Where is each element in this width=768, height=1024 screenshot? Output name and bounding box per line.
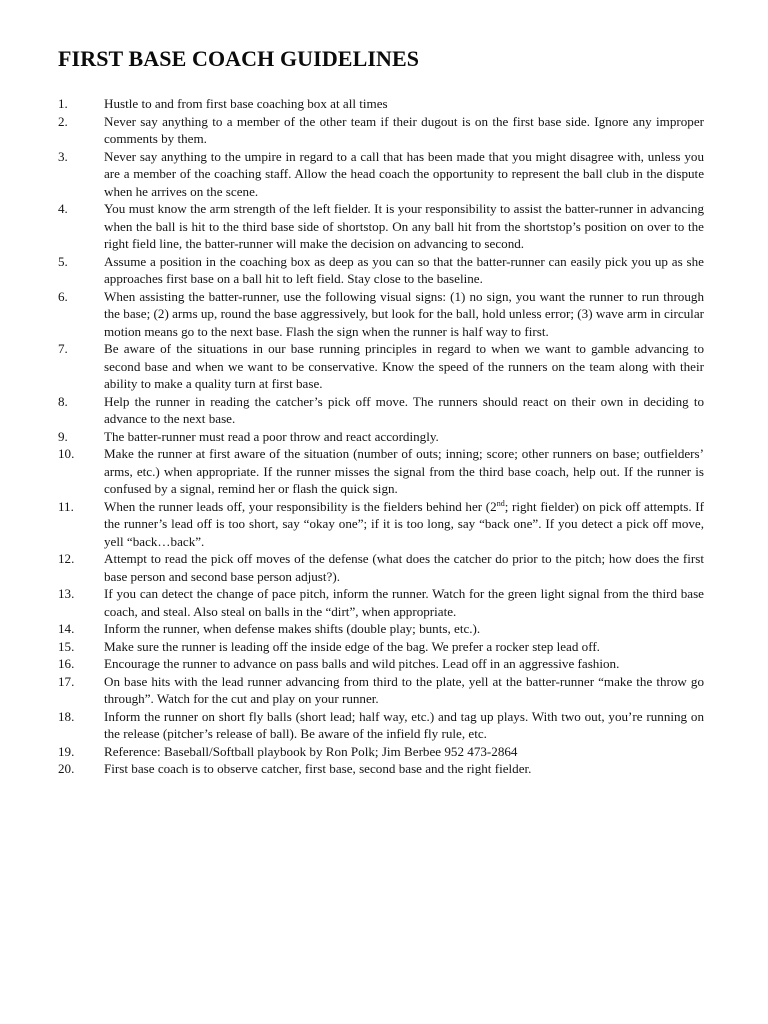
guideline-item-5 — [58, 253, 704, 288]
guideline-text: Attempt to read the pick off moves of the defense (what does the catcher do prior to the pitch; how does the first base person and second base person adjust?). — [104, 551, 704, 584]
guideline-text: Inform the runner on short fly balls (short lead; half way, etc.) and tag up plays. With two out, you’re running on the release (pitcher’s release of ball). Be aware of the infield fly rule, etc. — [104, 708, 704, 741]
guideline-number: 10. — [58, 446, 75, 461]
guideline-number: 12. — [58, 551, 75, 566]
guideline-text-before-ordinal: When the runner leads off, your responsibility is the fielders behind her (2 — [104, 498, 497, 514]
guideline-number: 13. — [58, 586, 75, 601]
guideline-text: The batter-runner must read a poor throw and react accordingly. — [104, 428, 439, 444]
document-title: FIRST BASE COACH GUIDELINES — [58, 46, 420, 71]
guideline-number: 19. — [58, 743, 75, 759]
guideline-text: Help the runner in reading the catcher’s pick off move. The runners should react on their own in deciding to advance to the next base. — [104, 393, 704, 426]
guideline-number: 17. — [58, 673, 75, 689]
guideline-item-20 — [58, 760, 704, 778]
guideline-item-6 — [58, 288, 704, 341]
guideline-item-11 — [58, 498, 704, 551]
guideline-text: If you can detect the change of pace pitch, inform the runner. Watch for the green light signal from the third base coach, and steal. Also steal on balls in the “dirt”, when appropriate. — [104, 586, 704, 619]
guideline-item-19 — [58, 743, 704, 761]
guideline-number: 15. — [58, 638, 75, 654]
guideline-text: Hustle to and from first base coaching box at all times — [104, 96, 388, 111]
guideline-item-16 — [58, 655, 704, 673]
guideline-number: 2. — [58, 113, 68, 129]
guideline-number: 7. — [58, 341, 68, 356]
guideline-item-14 — [58, 620, 704, 638]
guideline-number: 20. — [58, 761, 75, 776]
guideline-number: 4. — [58, 201, 68, 216]
guideline-text — [104, 498, 704, 551]
guideline-item-1 — [58, 95, 704, 113]
guideline-text: First base coach is to observe catcher, first base, second base and the right fielder. — [104, 761, 532, 776]
guideline-item-4 — [58, 200, 704, 253]
guideline-item-2 — [58, 113, 704, 148]
guideline-number: 9. — [58, 428, 68, 444]
ordinal-suffix: nd — [496, 498, 505, 508]
guideline-item-7 — [58, 340, 704, 393]
guideline-item-8 — [58, 393, 704, 428]
guideline-text: On base hits with the lead runner advancing from third to the plate, yell at the batter-runner “make the throw go through”. Watch for the cut and play on your runner. — [104, 673, 704, 706]
guideline-text: Never say anything to a member of the other team if their dugout is on the first base side. Ignore any improper comments by them. — [104, 113, 704, 146]
guideline-text: Be aware of the situations in our base running principles in regard to when we want to gamble advancing to second base and when we want to be conservative. Know the speed of the runners on the team along with their ability to make a quality turn at first base. — [104, 341, 704, 391]
guideline-text: Assume a position in the coaching box as deep as you can so that the batter-runner can easily pick you up as she approaches first base on a ball hit to left field. Stay close to the baseline. — [104, 253, 704, 286]
guideline-number: 6. — [58, 288, 68, 304]
guideline-number: 5. — [58, 253, 68, 269]
guideline-number: 14. — [58, 621, 75, 636]
guideline-text: Reference: Baseball/Softball playbook by Ron Polk; Jim Berbee 952 473-2864 — [104, 743, 518, 759]
guideline-text: Inform the runner, when defense makes shifts (double play; bunts, etc.). — [104, 621, 481, 636]
guidelines-list — [58, 95, 704, 778]
guideline-item-9 — [58, 428, 704, 446]
guideline-item-12 — [58, 550, 704, 585]
guideline-number: 11. — [58, 498, 74, 514]
guideline-text: Make the runner at first aware of the situation (number of outs; inning; score; other runners on base; outfielders’ arms, etc.) when appropriate. If the runner misses the signal from the third base coach, help out. If the runner is confused by a signal, remind her or flash the quick sign. — [104, 446, 704, 496]
guideline-text: Never say anything to the umpire in regard to a call that has been made that you might disagree with, unless you are a member of the coaching staff. Allow the head coach the opportunity to represent the ball club in the dispute when he arrives on the scene. — [104, 148, 704, 199]
guideline-item-18 — [58, 708, 704, 743]
guideline-item-15 — [58, 638, 704, 656]
guideline-item-3 — [58, 148, 704, 201]
guideline-text: Encourage the runner to advance on pass balls and wild pitches. Lead off in an aggressive fashion. — [104, 656, 620, 671]
guideline-item-17 — [58, 673, 704, 708]
guideline-number: 16. — [58, 656, 75, 671]
guideline-item-10 — [58, 445, 704, 498]
guideline-number: 8. — [58, 393, 68, 409]
guideline-text: You must know the arm strength of the left fielder. It is your responsibility to assist the batter-runner in advancing when the ball is hit to the third base side of shortstop. On any ball hit from the shortstop’s position on over to the right field line, the batter-runner will make the decision on advancing to second. — [104, 201, 704, 251]
guideline-number: 3. — [58, 148, 68, 164]
guideline-item-13 — [58, 585, 704, 620]
guideline-number: 1. — [58, 96, 68, 111]
guideline-number: 18. — [58, 708, 75, 724]
guideline-text: Make sure the runner is leading off the inside edge of the bag. We prefer a rocker step lead off. — [104, 638, 600, 654]
guideline-text-after-ordinal: ; right fielder) on pick off attempts. If the runner’s lead off is too short, say “okay one”; if it is too long, say “back one”. If you detect a pick off move, yell “back…back”. — [104, 498, 705, 549]
guideline-text: When assisting the batter-runner, use the following visual signs: (1) no sign, you want the runner to run through the base; (2) arms up, round the base aggressively, but look for the ball, hold unless error; (3) wave arm in circular motion means go to the next base. Flash the sign when the runner is half way to first. — [104, 288, 704, 339]
